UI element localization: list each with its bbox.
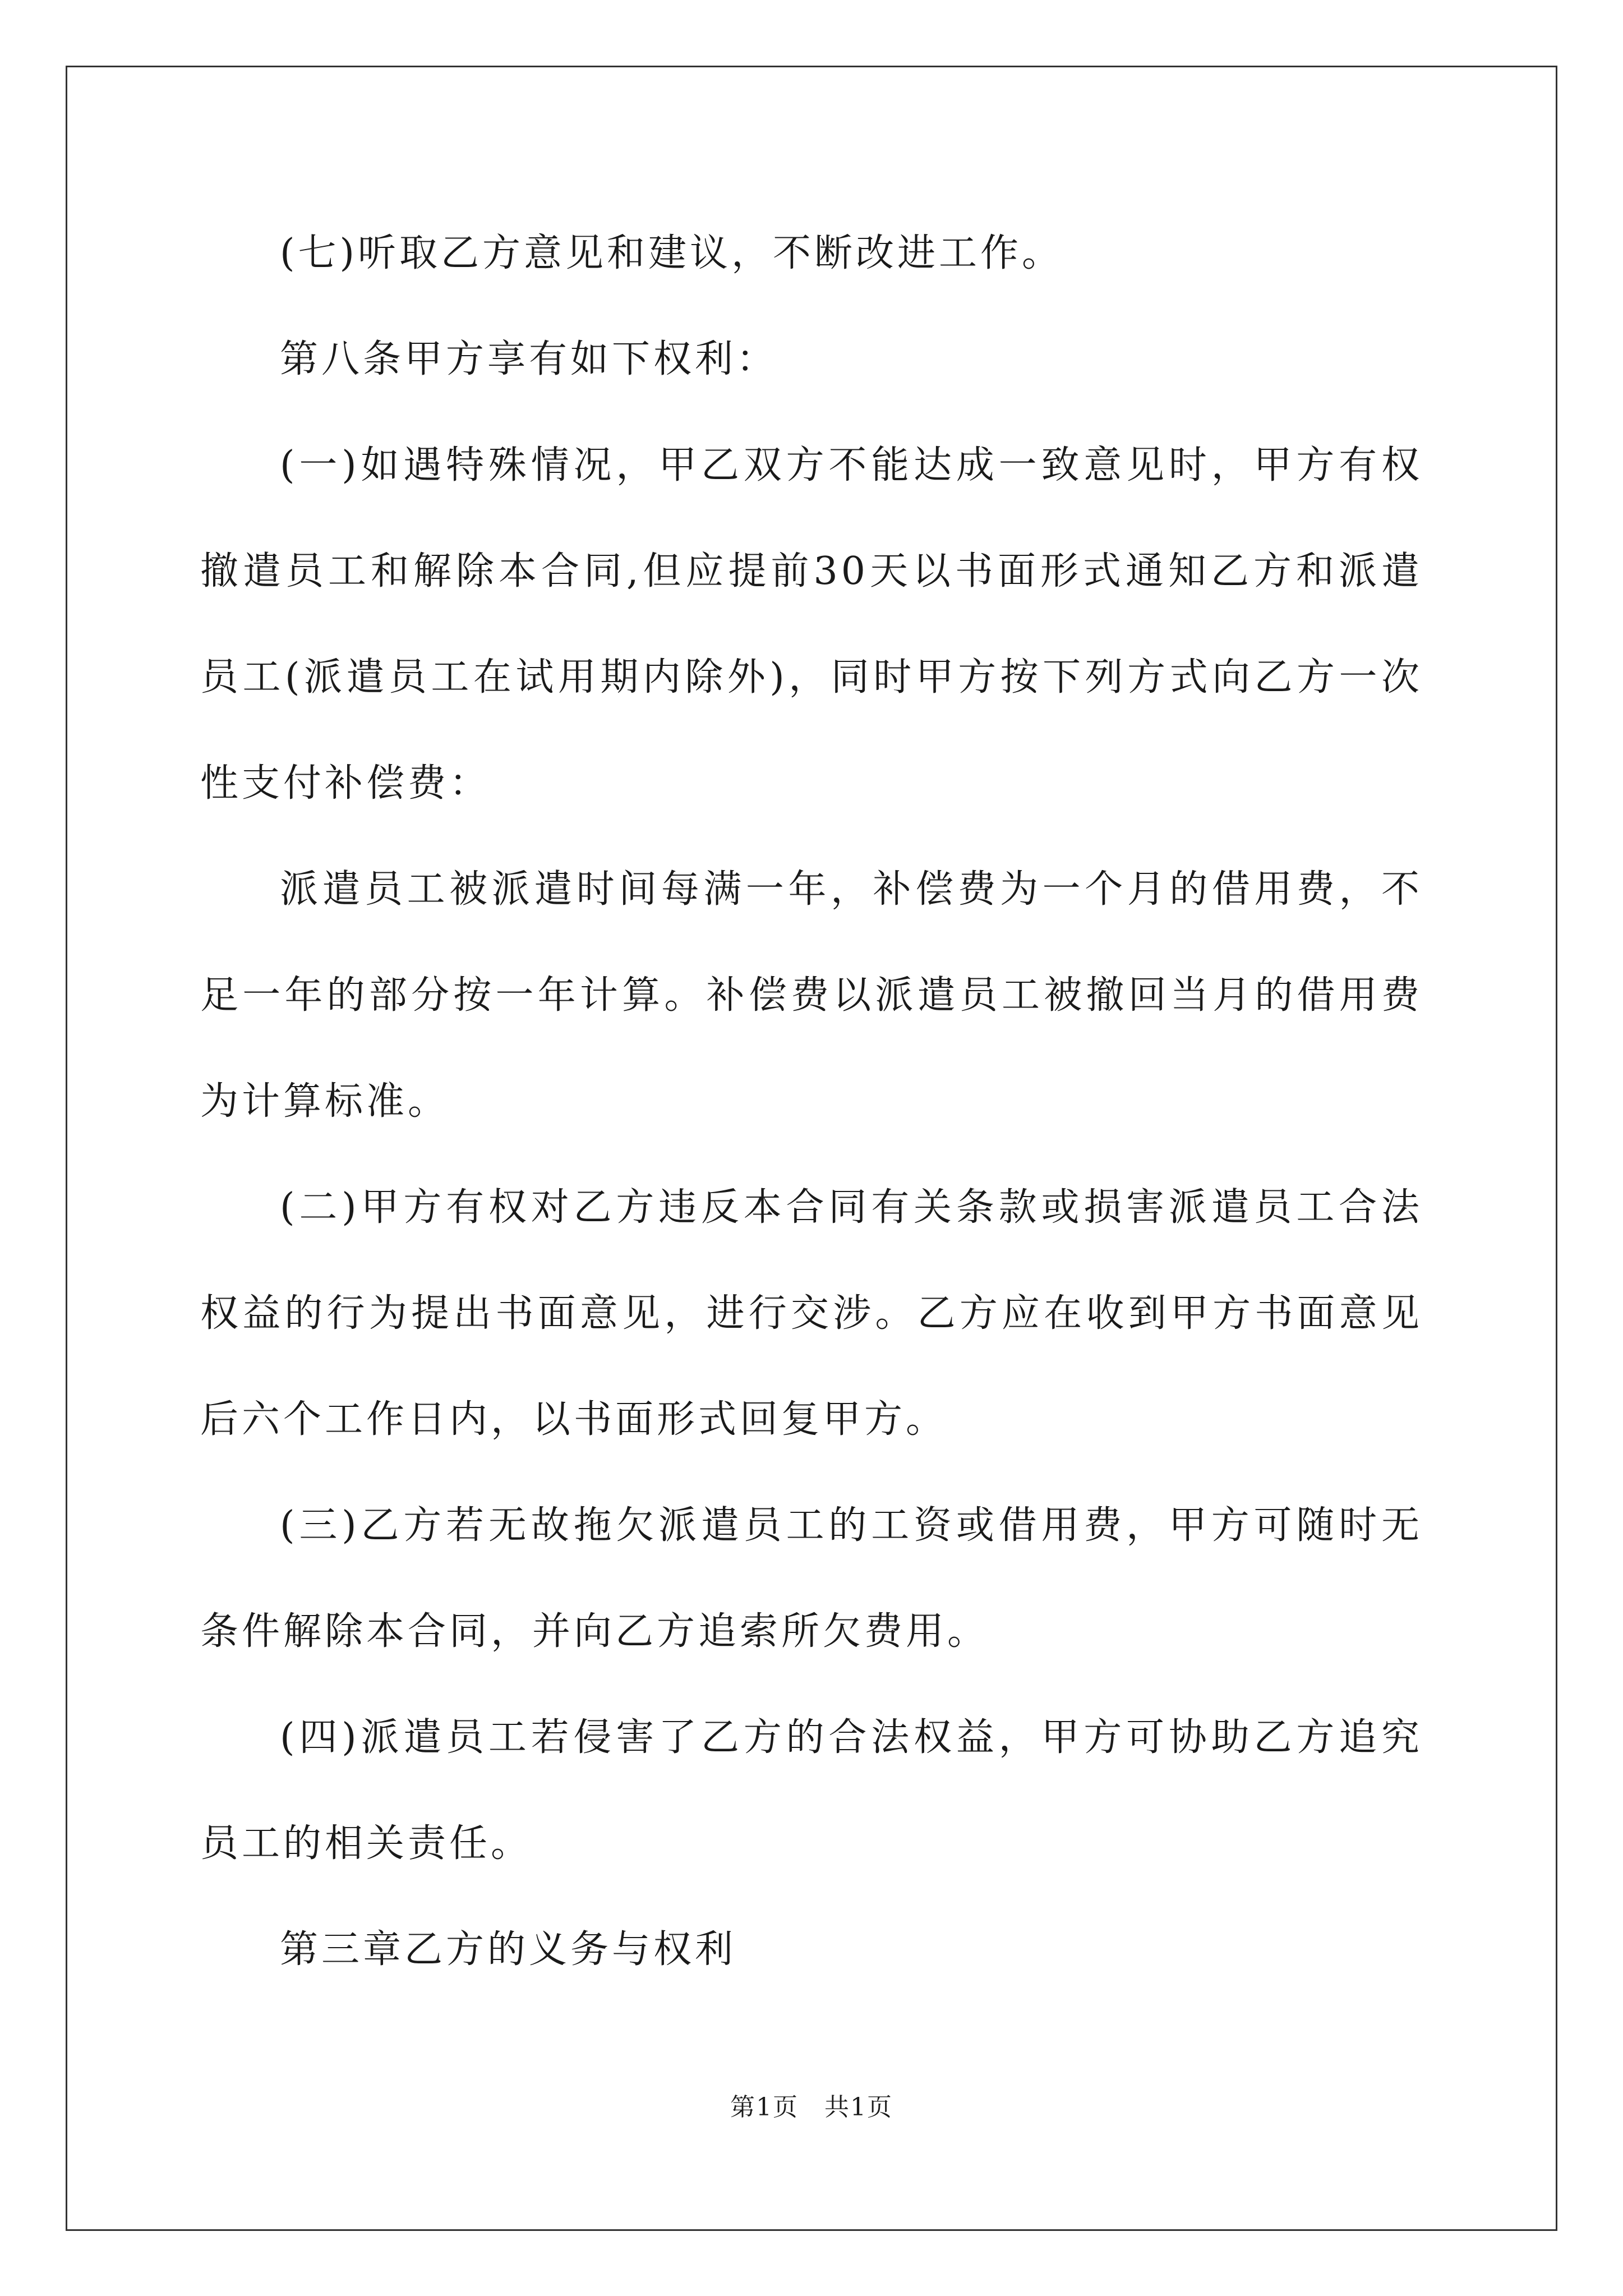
page-footer: 第1页 共1页 [730,2093,893,2122]
paragraph-item-1: (一)如遇特殊情况，甲乙双方不能达成一致意见时，甲方有权撤遣员工和解除本合同,但应提前30天以书面形式通知乙方和派遣员工(派遣员工在试用期内除外)，同时甲方按下列方式向乙方一次性支付补偿费： [200,443,1423,806]
paragraph-item-3: (三)乙方若无故拖欠派遣员工的工资或借用费，甲方可随时无条件解除本合同，并向乙方追索所欠费用。 [200,1503,1423,1654]
paragraph-item-7: (七)听取乙方意见和建议，不断改进工作。 [280,231,1064,275]
article-8-heading: 第八条甲方享有如下权利： [280,337,778,381]
paragraph-item-4: (四)派遣员工若侵害了乙方的合法权益，甲方可协助乙方追究员工的相关责任。 [200,1715,1423,1866]
paragraph-compensation: 派遣员工被派遣时间每满一年，补偿费为一个月的借用费，不足一年的部分按一年计算。补偿费以派遣员工被撤回当月的借用费为计算标准。 [200,867,1423,1124]
paragraph-item-2: (二)甲方有权对乙方违反本合同有关条款或损害派遣员工合法权益的行为提出书面意见，进行交涉。乙方应在收到甲方书面意见后六个工作日内，以书面形式回复甲方。 [200,1185,1423,1442]
chapter-3-heading: 第三章乙方的义务与权利 [280,1927,737,1972]
